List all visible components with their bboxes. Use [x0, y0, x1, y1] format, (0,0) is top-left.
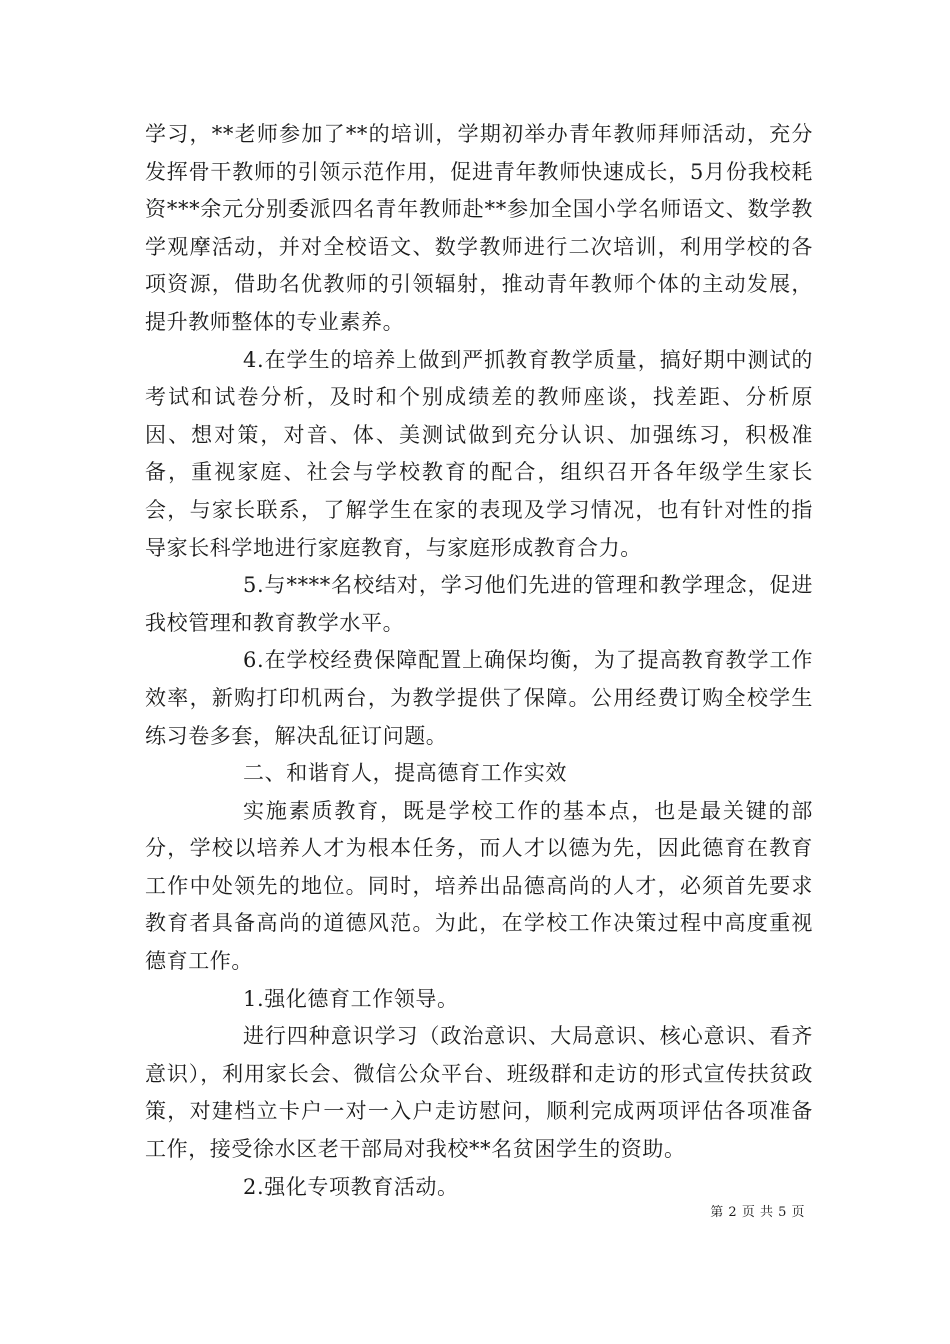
subheading-1: 1.强化德育工作领导。 — [243, 986, 459, 1011]
paragraph-3: 5.与****名校结对，学习他们先进的管理和教学理念，促进我校管理和教育教学水平。 — [145, 573, 813, 635]
subheading-2: 2.强化专项教育活动。 — [243, 1174, 459, 1199]
paragraph-6: 实施素质教育，既是学校工作的基本点，也是最关键的部分，学校以培养人才为根本任务，而人才以德为先，因此德育在教育工作中处领先的地位。同时，培养出品德高尚的人才，必须首先要求教育者具备高尚的道德风范。为此，在学校工作决策过程中高度重视德育工作。 — [145, 798, 813, 974]
document-body — [145, 116, 813, 1206]
paragraph-2: 4.在学生的培养上做到严抓教育教学质量，搞好期中测试的考试和试卷分析，及时和个别成绩差的教师座谈，找差距、分析原因、想对策，对音、体、美测试做到充分认识、加强练习，积极准备，重视家庭、社会与学校教育的配合，组织召开各年级学生家长会，与家长联系，了解学生在家的表现及学习情况，也有针对性的指导家长科学地进行家庭教育，与家庭形成教育合力。 — [145, 347, 813, 560]
paragraph-4: 6.在学校经费保障配置上确保均衡，为了提高教育教学工作效率，新购打印机两台，为教学提供了保障。公用经费订购全校学生练习卷多套，解决乱征订问题。 — [145, 648, 813, 748]
section-heading: 二、和谐育人，提高德育工作实效 — [243, 761, 567, 786]
paragraph-1: 学习，**老师参加了**的培训，学期初举办青年教师拜师活动，充分发挥骨干教师的引领示范作用，促进青年教师快速成长，5月份我校耗资***余元分别委派四名青年教师赴**参加全国小学名师语文、数学教学观摩活动，并对全校语文、数学教师进行二次培训，利用学校的各项资源，借助名优教师的引领辐射，推动青年教师个体的主动发展，提升教师整体的专业素养。 — [145, 122, 813, 334]
page-number: 第 2 页 共 5 页 — [710, 1205, 805, 1220]
paragraph-8: 进行四种意识学习（政治意识、大局意识、核心意识、看齐意识），利用家长会、微信公众平台、班级群和走访的形式宣传扶贫政策，对建档立卡户一对一入户走访慰问，顺利完成两项评估各项准备工作，接受徐水区老干部局对我校**名贫困学生的资助。 — [145, 1024, 813, 1162]
